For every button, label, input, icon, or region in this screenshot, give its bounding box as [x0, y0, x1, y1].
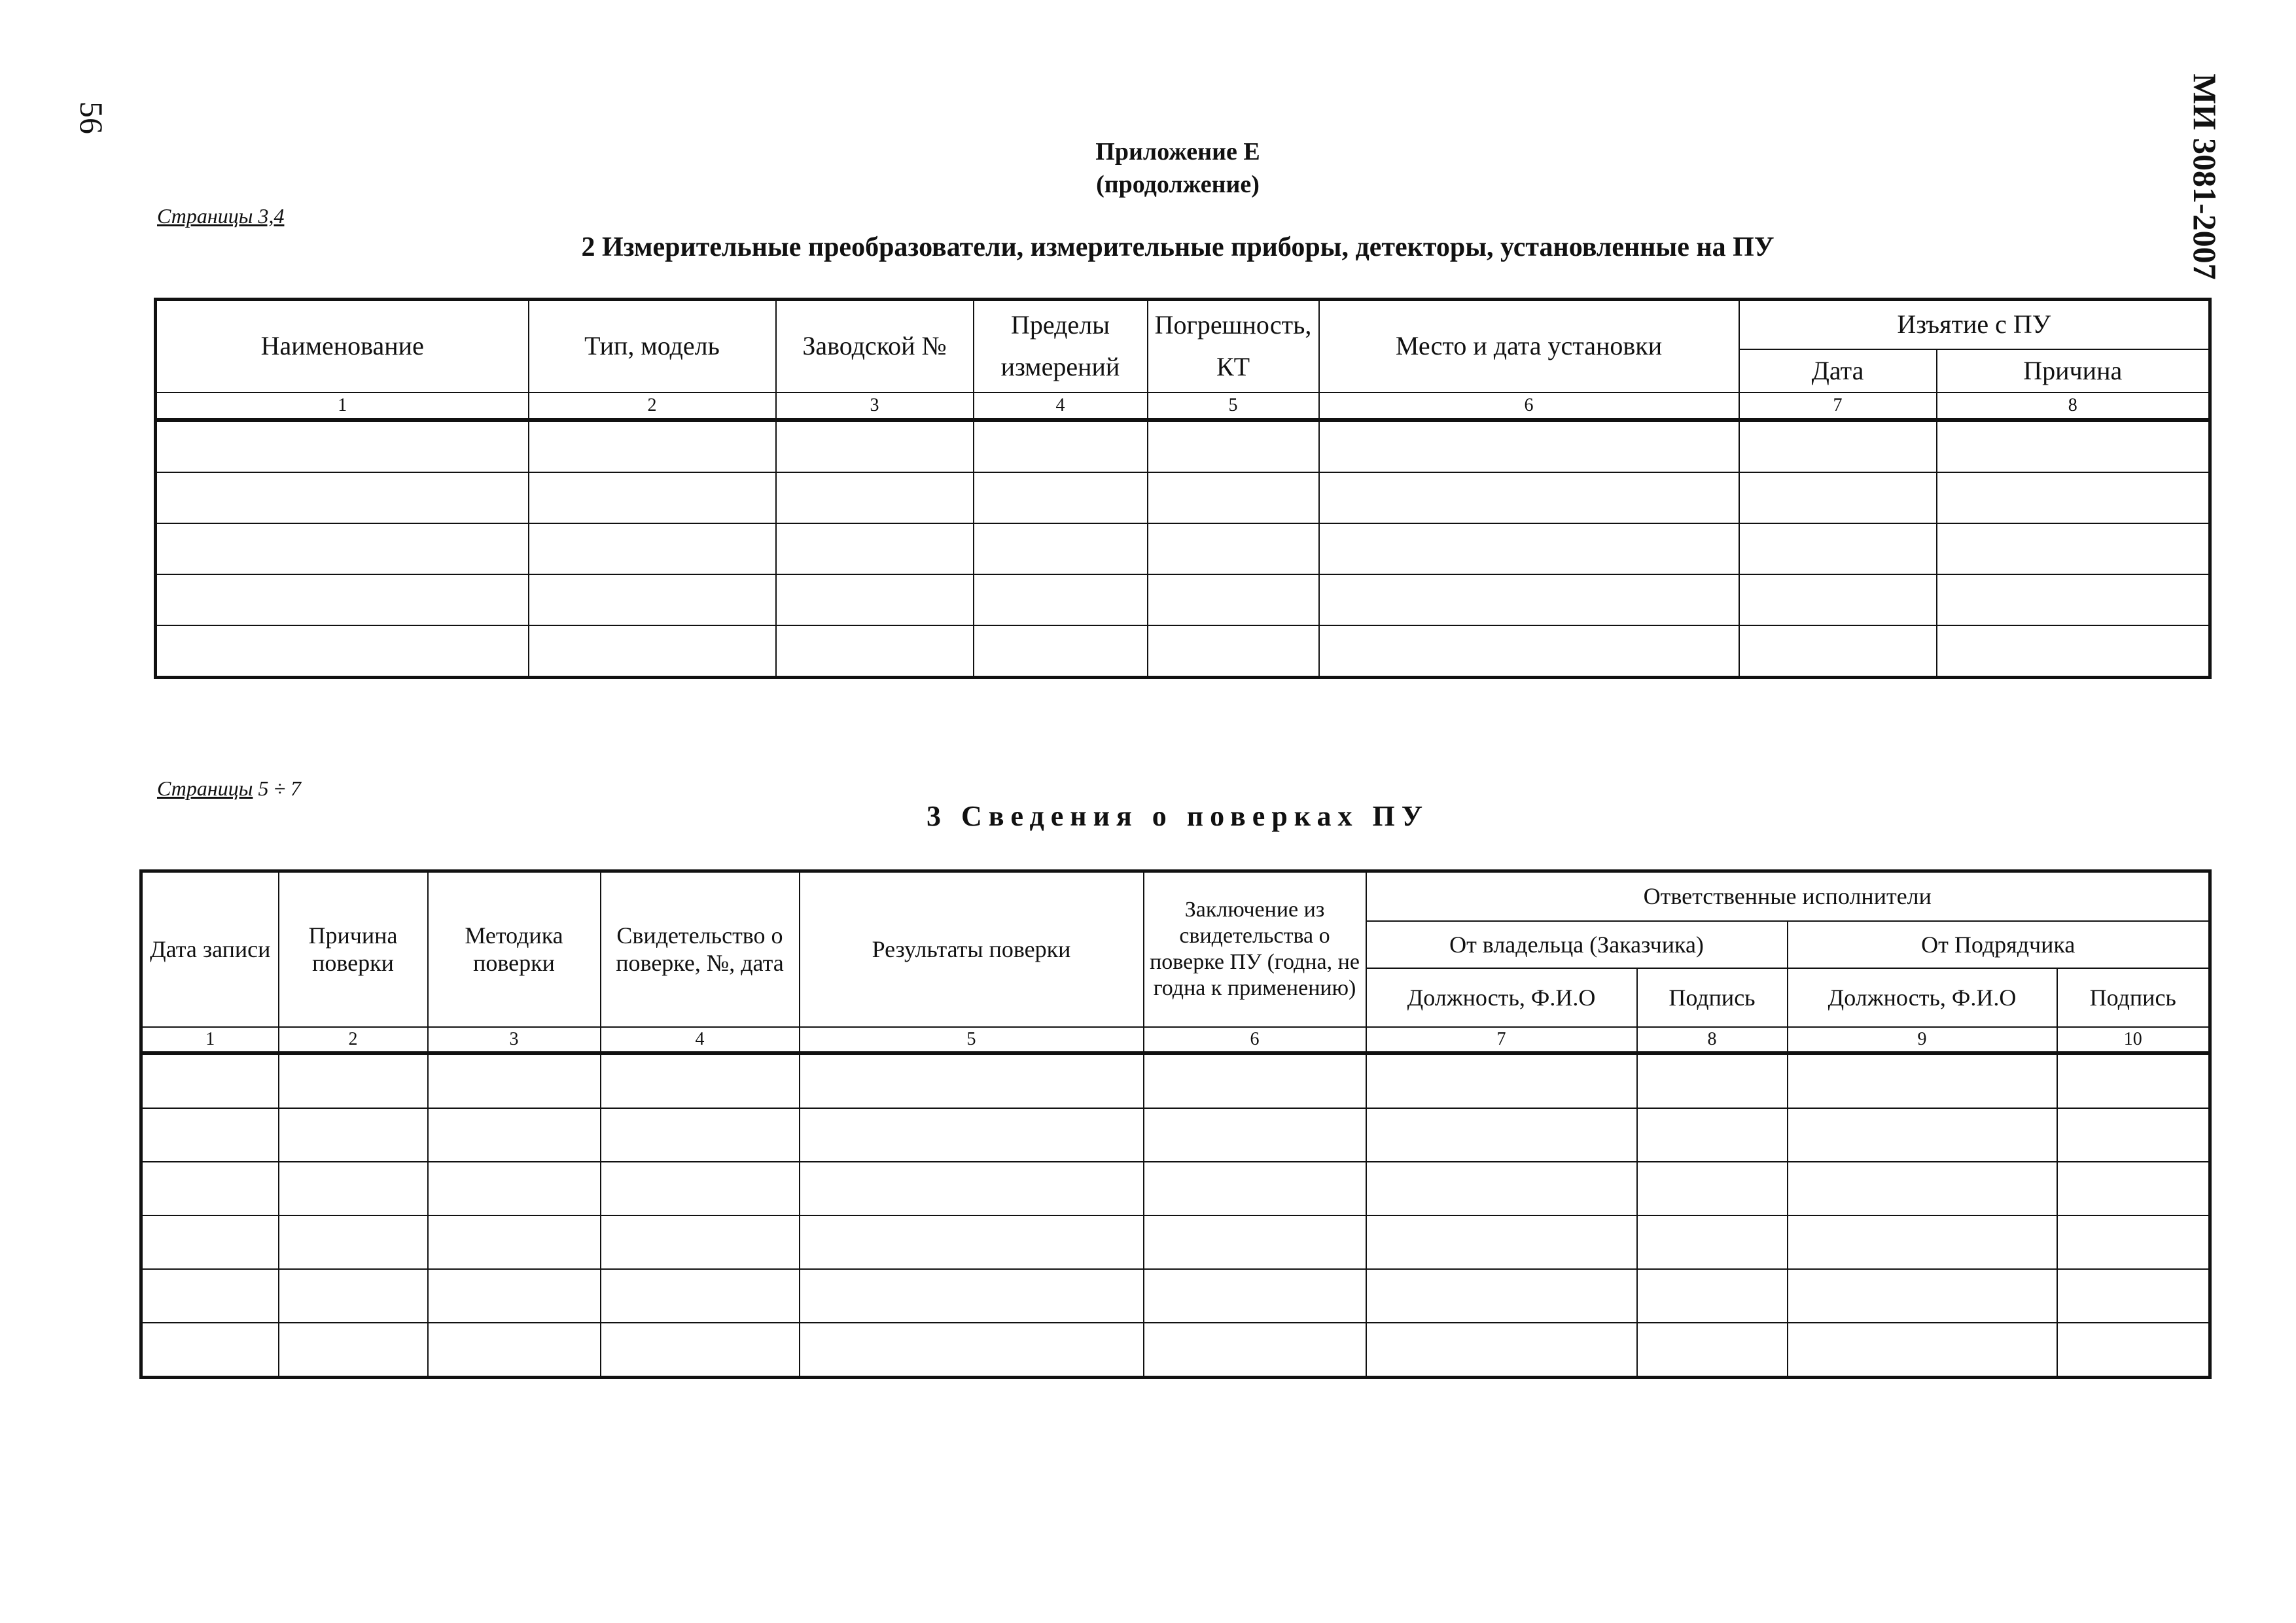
table-cell[interactable]: [776, 420, 974, 472]
table-cell[interactable]: [428, 1108, 601, 1162]
header-removal: Изъятие с ПУ: [1739, 300, 2210, 349]
table-row: [141, 1269, 2210, 1323]
header-method: Методика поверки: [428, 871, 601, 1027]
table-cell[interactable]: [1144, 1162, 1366, 1215]
column-number: 3: [776, 393, 974, 420]
table-cell[interactable]: [1319, 472, 1739, 523]
table-cell[interactable]: [776, 574, 974, 625]
table-cell[interactable]: [800, 1323, 1144, 1378]
table-cell[interactable]: [1148, 574, 1319, 625]
appendix-subtitle: (продолжение): [1096, 171, 1260, 198]
table-cell[interactable]: [279, 1215, 428, 1269]
table-cell[interactable]: [601, 1323, 800, 1378]
header-serial-no: Заводской №: [776, 300, 974, 393]
table-cell[interactable]: [1637, 1269, 1788, 1323]
pages-reference-label: Страницы: [157, 777, 253, 800]
header-removal-date: Дата: [1739, 349, 1937, 393]
table-cell[interactable]: [1637, 1323, 1788, 1378]
table-cell[interactable]: [141, 1269, 279, 1323]
table-row: [156, 523, 2210, 574]
pages-reference-label: Страницы 3,4: [157, 204, 285, 228]
table-cell[interactable]: [141, 1323, 279, 1378]
table-cell[interactable]: [1366, 1162, 1637, 1215]
table-cell[interactable]: [601, 1215, 800, 1269]
column-number: 5: [1148, 393, 1319, 420]
table-cell[interactable]: [1739, 472, 1937, 523]
table-cell[interactable]: [529, 574, 776, 625]
table-cell[interactable]: [1788, 1323, 2057, 1378]
table-cell[interactable]: [776, 625, 974, 678]
table-cell[interactable]: [428, 1162, 601, 1215]
table-cell[interactable]: [601, 1269, 800, 1323]
table-cell[interactable]: [2057, 1323, 2210, 1378]
table-cell[interactable]: [776, 472, 974, 523]
column-number: 5: [800, 1027, 1144, 1053]
table-cell[interactable]: [1144, 1215, 1366, 1269]
table-cell[interactable]: [1319, 625, 1739, 678]
table-row: [141, 1162, 2210, 1215]
table-cell[interactable]: [529, 523, 776, 574]
header-from-contractor: От Подрядчика: [1788, 921, 2210, 968]
table-cell[interactable]: [1637, 1215, 1788, 1269]
table-cell[interactable]: [279, 1053, 428, 1108]
table-cell[interactable]: [800, 1215, 1144, 1269]
table-cell[interactable]: [1937, 472, 2210, 523]
document-code: МИ 3081-2007: [2187, 73, 2223, 280]
table-cell[interactable]: [529, 420, 776, 472]
verifications-table: [139, 869, 2212, 1379]
column-number: 6: [1144, 1027, 1366, 1053]
table-cell[interactable]: [800, 1053, 1144, 1108]
section2-title: 2 Измерительные преобразователи, измерительные приборы, детекторы, установленные на ПУ: [581, 232, 1775, 262]
table-cell[interactable]: [1788, 1269, 2057, 1323]
table-cell[interactable]: [428, 1215, 601, 1269]
table-cell[interactable]: [1937, 420, 2210, 472]
table-row: [141, 1053, 2210, 1108]
table-cell[interactable]: [529, 472, 776, 523]
table-cell[interactable]: [279, 1269, 428, 1323]
table-cell[interactable]: [2057, 1162, 2210, 1215]
table-cell[interactable]: [141, 1053, 279, 1108]
table-cell[interactable]: [1366, 1323, 1637, 1378]
table-cell[interactable]: [2057, 1215, 2210, 1269]
header-results: Результаты поверки: [800, 871, 1144, 1027]
column-number: 6: [1319, 393, 1739, 420]
table-cell[interactable]: [800, 1108, 1144, 1162]
table-cell[interactable]: [974, 625, 1148, 678]
table-cell[interactable]: [529, 625, 776, 678]
table-cell[interactable]: [974, 472, 1148, 523]
table-cell[interactable]: [1148, 420, 1319, 472]
table-cell[interactable]: [1739, 420, 1937, 472]
header-type-model: Тип, модель: [529, 300, 776, 393]
table-cell[interactable]: [800, 1162, 1144, 1215]
table-cell[interactable]: [1144, 1323, 1366, 1378]
table-cell[interactable]: [156, 472, 529, 523]
column-number: 7: [1366, 1027, 1637, 1053]
column-number: 2: [529, 393, 776, 420]
pages-reference-section2: [157, 203, 284, 229]
table-cell[interactable]: [428, 1323, 601, 1378]
header-contractor-signature: Подпись: [2057, 968, 2210, 1027]
table-cell[interactable]: [279, 1162, 428, 1215]
pages-reference-section3: [157, 775, 301, 801]
table-cell[interactable]: [428, 1269, 601, 1323]
table-cell[interactable]: [156, 625, 529, 678]
table-cell[interactable]: [1637, 1108, 1788, 1162]
table-cell[interactable]: [2057, 1269, 2210, 1323]
column-number: 2: [279, 1027, 428, 1053]
table-cell[interactable]: [1144, 1269, 1366, 1323]
table-cell[interactable]: [1319, 523, 1739, 574]
table-row: [141, 1108, 2210, 1162]
table-cell[interactable]: [1319, 574, 1739, 625]
column-number: 7: [1739, 393, 1937, 420]
column-numbers-row: [141, 1027, 2210, 1053]
instruments-table: [154, 298, 2212, 679]
table-cell[interactable]: [279, 1108, 428, 1162]
table-cell[interactable]: [776, 523, 974, 574]
header-contractor-position-name: Должность, Ф.И.О: [1788, 968, 2057, 1027]
table-cell[interactable]: [974, 420, 1148, 472]
header-name: Наименование: [156, 300, 529, 393]
table-cell[interactable]: [601, 1162, 800, 1215]
table-cell[interactable]: [1366, 1108, 1637, 1162]
table-cell[interactable]: [1148, 523, 1319, 574]
header-from-owner: От владельца (Заказчика): [1366, 921, 1788, 968]
table-cell[interactable]: [279, 1323, 428, 1378]
table-cell[interactable]: [1937, 625, 2210, 678]
table-cell[interactable]: [800, 1269, 1144, 1323]
table-cell[interactable]: [156, 574, 529, 625]
table-cell[interactable]: [2057, 1108, 2210, 1162]
header-responsible: Ответственные исполнители: [1366, 871, 2210, 921]
header-removal-reason: Причина: [1937, 349, 2210, 393]
table-cell[interactable]: [1148, 625, 1319, 678]
table-cell[interactable]: [2057, 1053, 2210, 1108]
table-cell[interactable]: [141, 1215, 279, 1269]
column-number: 4: [974, 393, 1148, 420]
column-number: 8: [1637, 1027, 1788, 1053]
table-cell[interactable]: [1739, 574, 1937, 625]
column-number: 10: [2057, 1027, 2210, 1053]
column-number: 4: [601, 1027, 800, 1053]
table-cell[interactable]: [601, 1053, 800, 1108]
table-cell[interactable]: [1144, 1053, 1366, 1108]
table-cell[interactable]: [141, 1162, 279, 1215]
column-number: 3: [428, 1027, 601, 1053]
header-record-date: Дата записи: [141, 871, 279, 1027]
header-conclusion: Заключение из свидетельства о поверке ПУ (годна, не годна к применению): [1144, 871, 1366, 1027]
table-cell[interactable]: [1366, 1215, 1637, 1269]
table-row: [156, 625, 2210, 678]
header-owner-position-name: Должность, Ф.И.О: [1366, 968, 1637, 1027]
table-cell[interactable]: [1937, 523, 2210, 574]
table-cell[interactable]: [156, 523, 529, 574]
appendix-title: Приложение Е: [1095, 138, 1260, 166]
table-row: [156, 420, 2210, 472]
table-cell[interactable]: [1366, 1269, 1637, 1323]
table-cell[interactable]: [1788, 1215, 2057, 1269]
table-cell[interactable]: [601, 1108, 800, 1162]
header-certificate: Свидетельство о поверке, №, дата: [601, 871, 800, 1027]
column-number: 1: [141, 1027, 279, 1053]
header-place-date: Место и дата установки: [1319, 300, 1739, 393]
table-cell[interactable]: [1144, 1108, 1366, 1162]
table-cell[interactable]: [1788, 1108, 2057, 1162]
header-reason: Причина поверки: [279, 871, 428, 1027]
table-row: [156, 472, 2210, 523]
table-row: [156, 574, 2210, 625]
column-number: 1: [156, 393, 529, 420]
section3-title: 3 Сведения о поверках ПУ: [927, 800, 1429, 832]
header-limits: Пределы измерений: [974, 300, 1148, 393]
table-cell[interactable]: [1788, 1053, 2057, 1108]
table-cell[interactable]: [1637, 1053, 1788, 1108]
table-cell[interactable]: [1148, 472, 1319, 523]
table-cell[interactable]: [1637, 1162, 1788, 1215]
page-number: 56: [73, 101, 110, 134]
column-numbers-row: [156, 393, 2210, 420]
table-cell[interactable]: [1366, 1053, 1637, 1108]
header-error: Погрешность, КТ: [1148, 300, 1319, 393]
table-cell[interactable]: [428, 1053, 601, 1108]
table-cell[interactable]: [1739, 625, 1937, 678]
table-cell[interactable]: [1788, 1162, 2057, 1215]
table-cell[interactable]: [1319, 420, 1739, 472]
table-cell[interactable]: [141, 1108, 279, 1162]
column-number: 9: [1788, 1027, 2057, 1053]
table-cell[interactable]: [1937, 574, 2210, 625]
table-cell[interactable]: [1739, 523, 1937, 574]
column-number: 8: [1937, 393, 2210, 420]
pages-reference-range: 5 ÷ 7: [258, 777, 302, 800]
table-cell[interactable]: [156, 420, 529, 472]
table-cell[interactable]: [974, 523, 1148, 574]
table-row: [141, 1323, 2210, 1378]
table-row: [141, 1215, 2210, 1269]
header-owner-signature: Подпись: [1637, 968, 1788, 1027]
table-cell[interactable]: [974, 574, 1148, 625]
